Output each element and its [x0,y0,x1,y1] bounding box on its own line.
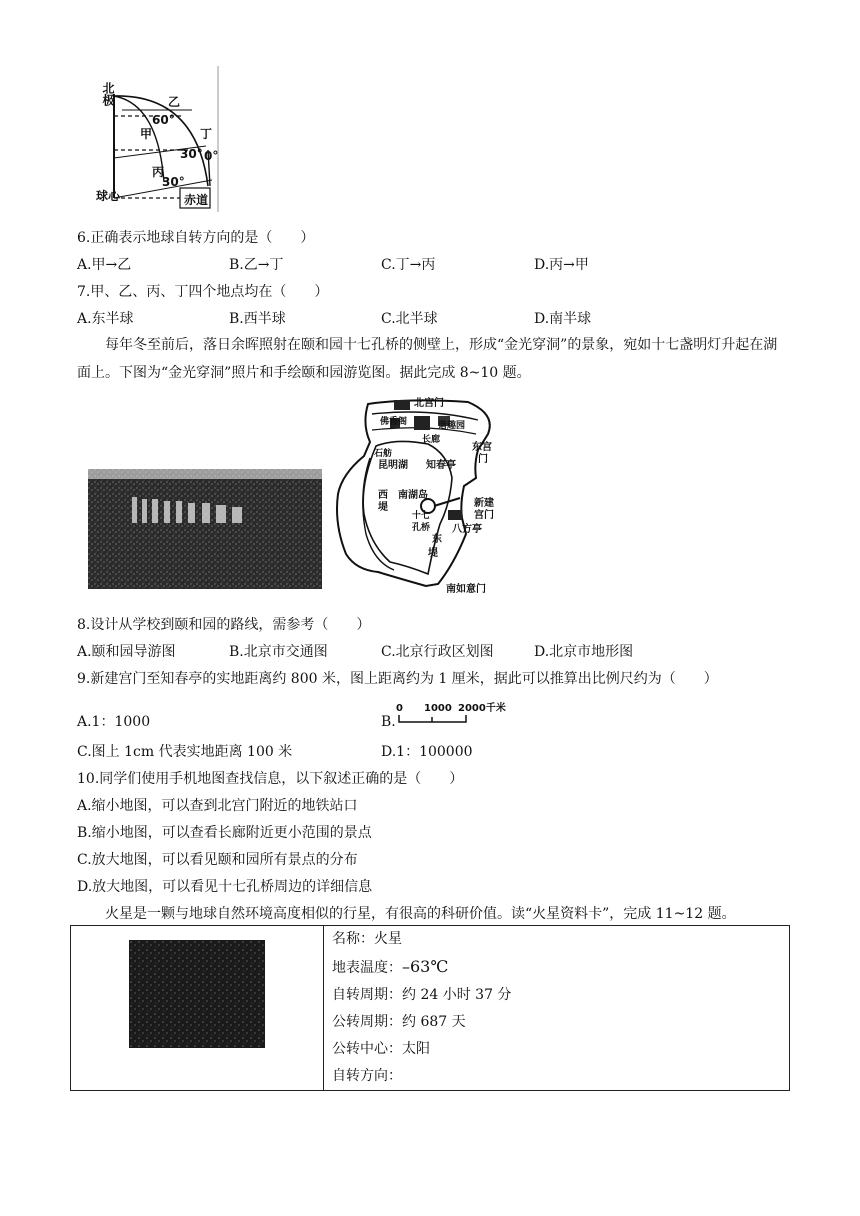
passage-8-10: 每年冬至前后，落日余晖照射在颐和园十七孔桥的侧壁上，形成“金光穿洞”的景象，宛如十七盏明灯升起在湖面上。下图为“金光穿洞”照片和手绘颐和园游览图。据此完成 8~10 题。 [77,337,778,381]
mars-rotation-period: 自转周期：约 24 小时 37 分 [332,987,512,1003]
map-bafang: 八方亭 [452,524,482,535]
q6-option-c[interactable]: C.丁→丙 [381,257,436,273]
map-dongti-2: 堤 [428,548,438,559]
q8-option-c[interactable]: C.北京行政区划图 [381,644,494,660]
label-lon0: 0° [204,149,219,163]
mars-name: 名称：火星 [332,931,402,947]
mars-revolution-period: 公转周期：约 687 天 [332,1014,466,1030]
q9-option-d[interactable]: D.1：100000 [381,744,473,760]
map-nanhu: 南湖岛 [398,490,428,501]
map-zhichun: 知春亭 [426,460,456,471]
scale-tick-1000: 1000 [424,703,452,714]
label-yi: 乙 [168,95,181,109]
mars-revolution-center: 公转中心：太阳 [332,1041,430,1057]
map-south-gate: 南如意门 [446,584,486,595]
map-changlang: 长廊 [422,435,441,445]
q10-stem: 10.同学们使用手机地图查找信息，以下叙述正确的是（ ） [77,771,464,787]
label-lat60: 60° [152,113,175,127]
map-north-gate: 北宫门 [414,398,444,409]
label-lat30-b: 30° [162,175,185,189]
q10-option-c[interactable]: C.放大地图，可以看见颐和园所有景点的分布 [77,852,358,868]
q8-option-a[interactable]: A.颐和园导游图 [77,644,176,660]
label-lat30-a: 30° [180,147,203,161]
q7-stem: 7.甲、乙、丙、丁四个地点均在（ ） [77,284,329,300]
q8-option-b[interactable]: B.北京市交通图 [229,644,328,660]
q10-option-d[interactable]: D.放大地图，可以看见十七孔桥周边的详细信息 [77,879,373,895]
summer-palace-map [328,394,498,596]
scale-tick-0: 0 [396,703,403,714]
q10-option-b[interactable]: B.缩小地图，可以查看长廊附近更小范围的景点 [77,825,372,841]
label-jia: 甲 [140,127,153,141]
mars-info-cell [324,926,790,1091]
q7-option-b[interactable]: B.西半球 [229,311,286,327]
map-xiti-2: 堤 [378,502,388,513]
mars-image-cell [71,926,324,1091]
q8-option-d[interactable]: D.北京市地形图 [534,644,634,660]
mars-temperature [324,953,789,982]
label-center: 球心 [96,189,121,203]
passage-11-12: 火星是一颗与地球自然环境高度相似的行星，有很高的科研价值。读“火星资料卡”，完成 11~12 题。 [105,906,736,922]
map-shiqi-1: 十七 [412,511,431,521]
q6-stem: 6.正确表示地球自转方向的是（ ） [77,230,315,246]
label-bing: 丙 [152,165,165,179]
map-east-gate-2: 门 [478,454,488,465]
map-east-gate-1: 东宫 [472,442,492,453]
q6-option-a[interactable]: A.甲→乙 [77,257,132,273]
q9-scale-bar [394,700,512,730]
mars-data-card [70,925,790,1091]
label-ding: 丁 [200,127,213,141]
scale-tick-2000: 2000千米 [458,703,506,714]
label-equator: 赤道 [184,193,209,207]
mars-temp-label: 地表温度： [332,960,402,976]
q7-option-d[interactable]: D.南半球 [534,311,592,327]
map-foxiang: 佛香阁 [380,417,408,427]
q7-option-c[interactable]: C.北半球 [381,311,438,327]
q6-option-d[interactable]: D.丙→甲 [534,257,589,273]
globe-latitude-figure [96,64,226,214]
q6-option-b[interactable]: B.乙→丁 [229,257,284,273]
golden-light-photo [88,469,322,589]
mars-photo [129,940,265,1048]
map-kunming: 昆明湖 [378,460,408,471]
map-xiequ: 谐趣园 [438,421,466,431]
q9-option-c[interactable]: C.图上 1cm 代表实地距离 100 米 [77,744,293,760]
q7-option-a[interactable]: A.东半球 [77,311,134,327]
mars-rotation-direction: 自转方向： [332,1068,402,1084]
q9-stem: 9.新建宫门至知春亭的实地距离约 800 米，图上距离约为 1 厘米，据此可以推算出比例尺约为（ ） [77,671,718,687]
q9-option-a[interactable]: A.1：1000 [77,714,151,730]
map-shifang: 石舫 [374,449,393,459]
map-xinjian-1: 新建 [474,498,494,509]
map-shiqi-2: 孔桥 [412,523,431,533]
label-north-pole-1: 北极 [101,82,115,106]
map-dongti-1: 东 [432,534,442,545]
q10-option-a[interactable]: A.缩小地图，可以查到北宫门附近的地铁站口 [77,798,358,814]
q8-stem: 8.设计从学校到颐和园的路线，需参考（ ） [77,617,371,633]
q9-option-b[interactable]: B. [381,714,396,730]
mars-temp-value: –63℃ [402,957,449,976]
map-xinjian-2: 宫门 [474,510,494,521]
map-xiti-1: 西 [378,490,388,501]
